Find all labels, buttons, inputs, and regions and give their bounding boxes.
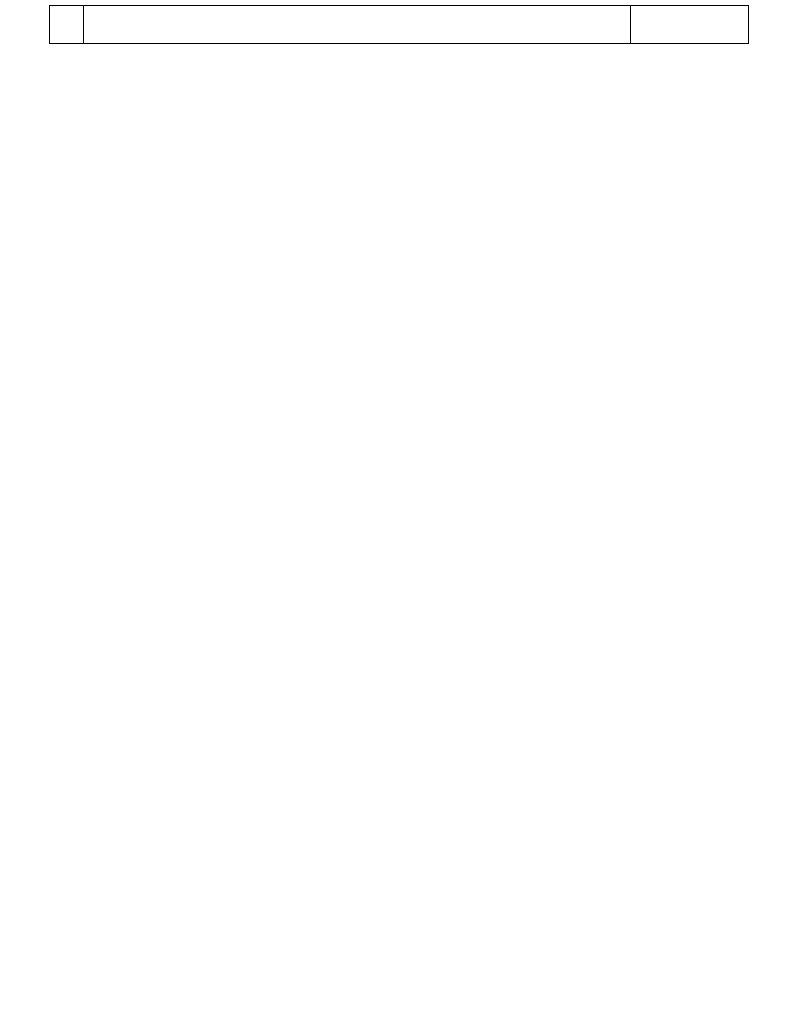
header-cargo-name	[84, 6, 631, 44]
discount-table	[49, 5, 749, 44]
table-header-row	[50, 6, 749, 44]
header-discount	[631, 6, 749, 44]
header-number	[50, 6, 84, 44]
